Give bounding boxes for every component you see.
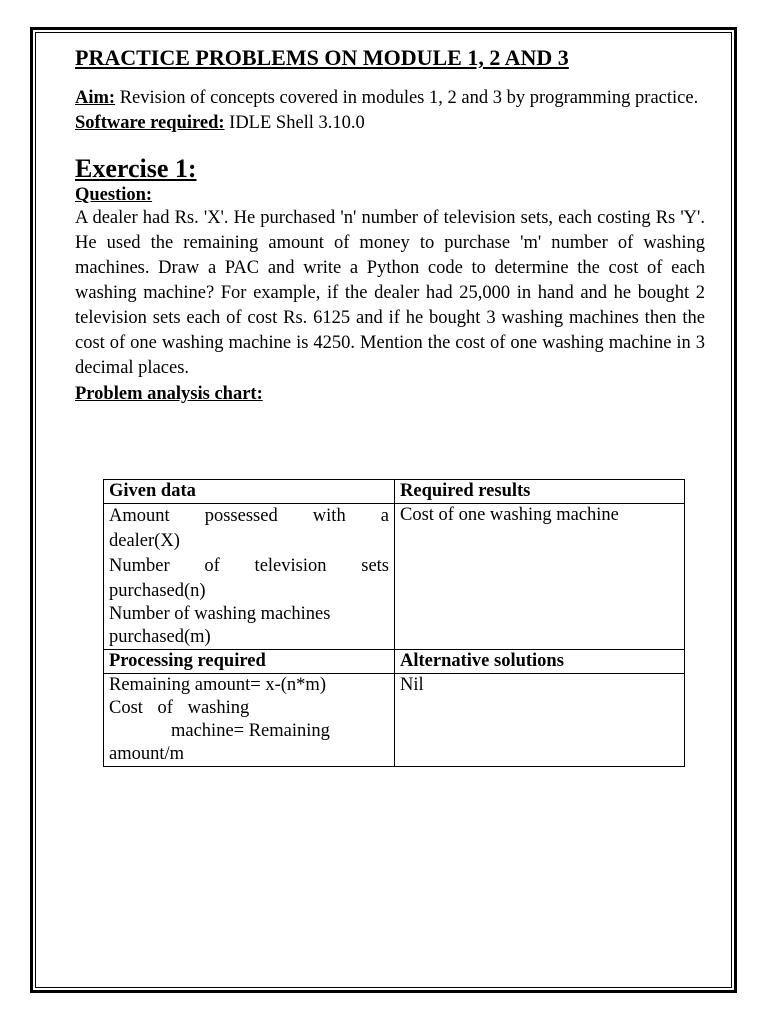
processing-line: machine= Remaining bbox=[171, 721, 330, 741]
alternative-solutions-header: Alternative solutions bbox=[395, 650, 685, 674]
alternative-solutions-cell: Nil bbox=[395, 674, 685, 767]
required-results-cell: Cost of one washing machine bbox=[395, 504, 685, 650]
pac-label: Problem analysis chart: bbox=[75, 384, 263, 404]
document-content bbox=[75, 44, 705, 407]
given-line: Number of television sets bbox=[109, 556, 389, 576]
given-data-cell bbox=[104, 504, 395, 650]
table-row bbox=[104, 650, 685, 674]
problem-analysis-chart bbox=[103, 479, 685, 767]
question-label: Question: bbox=[75, 185, 153, 205]
software-text: IDLE Shell 3.10.0 bbox=[224, 113, 365, 133]
given-line: Number of washing machines bbox=[109, 604, 331, 624]
processing-line: Cost of washing bbox=[109, 698, 250, 718]
processing-line: Remaining amount= x-(n*m) bbox=[109, 675, 326, 695]
required-results-header: Required results bbox=[395, 480, 685, 504]
exercise-heading: Exercise 1: bbox=[75, 154, 197, 183]
table-row bbox=[104, 504, 685, 650]
given-data-header: Given data bbox=[104, 480, 395, 504]
given-line: dealer(X) bbox=[109, 531, 180, 551]
given-line: Amount possessed with a bbox=[109, 506, 389, 526]
table-row bbox=[104, 674, 685, 767]
processing-required-header: Processing required bbox=[104, 650, 395, 674]
aim-text: Revision of concepts covered in modules 1, 2 and 3 by programming practice. bbox=[115, 88, 699, 108]
aim-paragraph bbox=[75, 86, 705, 111]
page-title: PRACTICE PROBLEMS ON MODULE 1, 2 AND 3 bbox=[75, 45, 569, 70]
given-line: purchased(n) bbox=[109, 581, 206, 601]
question-text: A dealer had Rs. 'X'. He purchased 'n' number of television sets, each costing Rs 'Y'. He used the remaining amount of money to purchase 'm' number of washing machines. Draw a PAC and write a Python code to determine the cost of each washing machine? For example, if the dealer had 25,000 in hand and he bought 2 television sets each of cost Rs. 6125 and if he bought 3 washing machines then the cost of one washing machine is 4250. Mention the cost of one washing machine in 3 decimal places. bbox=[75, 208, 705, 378]
processing-cell bbox=[104, 674, 395, 767]
aim-label: Aim: bbox=[75, 88, 116, 108]
software-label: Software required: bbox=[75, 113, 225, 133]
table-row bbox=[104, 480, 685, 504]
given-line: purchased(m) bbox=[109, 627, 211, 647]
processing-line: amount/m bbox=[109, 744, 185, 764]
software-paragraph bbox=[75, 111, 705, 136]
